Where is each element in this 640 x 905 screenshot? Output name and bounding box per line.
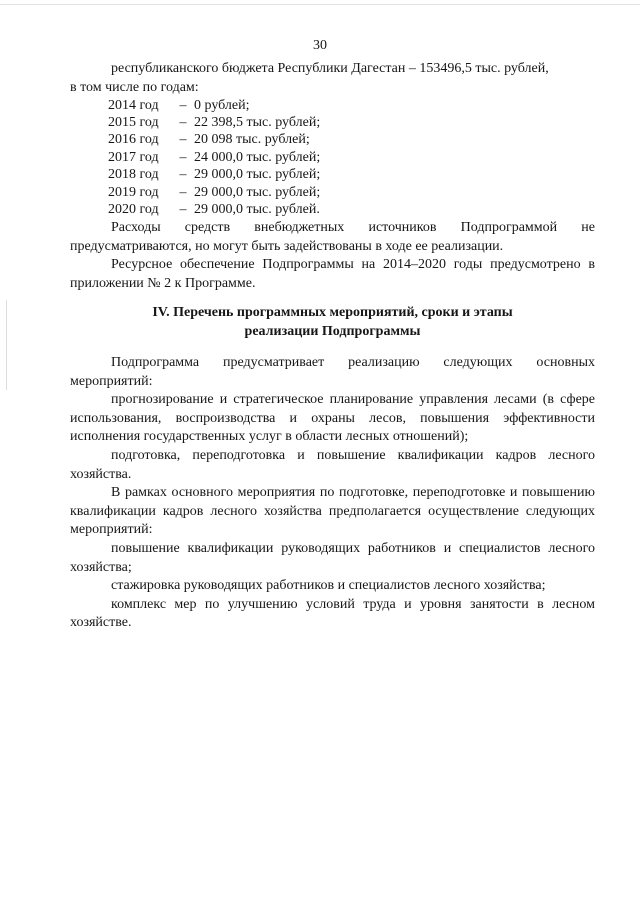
dash: – xyxy=(179,201,187,217)
year-label: 2017 год xyxy=(108,149,159,165)
extra-budget-paragraph: Расходы средств внебюджетных источников Подпрограммой не предусматриваются, но могут быть задействованы в ходе ее реализации. xyxy=(70,219,595,254)
year-amount: 29 000,0 тыс. рублей; xyxy=(194,184,321,200)
by-years-label: в том числе по годам: xyxy=(70,79,199,95)
year-row xyxy=(70,184,595,201)
year-row xyxy=(70,97,595,114)
activity-qualification: повышение квалификации руководящих работников и специалистов лесного хозяйства; xyxy=(70,540,595,575)
years-list xyxy=(70,97,595,219)
year-row xyxy=(70,132,595,149)
resource-support-paragraph: Ресурсное обеспечение Подпрограммы на 2014–2020 годы предусмотрено в приложении № 2 к Программе. xyxy=(70,257,595,291)
year-label: 2020 год xyxy=(108,201,159,217)
section-heading-line2: реализации Подпрограммы xyxy=(244,324,421,339)
section-heading-line1: IV. Перечень программных мероприятий, сроки и этапы xyxy=(152,305,513,320)
main-measures-intro: Подпрограмма предусматривает реализацию следующих основных мероприятий: xyxy=(70,355,595,389)
activity-internship: стажировка руководящих работников и специалистов лесного хозяйства; xyxy=(111,578,546,594)
scan-edge-top xyxy=(0,4,640,5)
year-amount: 20 098 тыс. рублей; xyxy=(194,132,310,148)
year-amount: 29 000,0 тыс. рублей. xyxy=(194,201,320,217)
year-row xyxy=(70,115,595,132)
section-heading xyxy=(70,303,595,341)
dash: – xyxy=(179,167,187,183)
dash: – xyxy=(179,149,187,165)
activity-working-conditions: комплекс мер по улучшению условий труда и уровня занятости в лесном хозяйстве. xyxy=(70,596,595,631)
funding-block xyxy=(70,60,595,293)
year-label: 2018 год xyxy=(108,167,159,183)
dash: – xyxy=(179,114,187,130)
scan-edge-left xyxy=(6,300,7,390)
page-number: 30 xyxy=(313,38,327,53)
year-row xyxy=(70,167,595,184)
training-intro: В рамках основного мероприятия по подготовке, переподготовке и повышению квалификации кадров лесного хозяйства предполагается осуществление следующих мероприятий: xyxy=(70,485,595,538)
measure-training: подготовка, переподготовка и повышение квалификации кадров лесного хозяйства. xyxy=(70,447,595,482)
measures-block xyxy=(70,354,595,633)
year-label: 2015 год xyxy=(108,114,159,130)
year-amount: 29 000,0 тыс. рублей; xyxy=(194,167,321,183)
year-amount: 22 398,5 тыс. рублей; xyxy=(194,114,321,130)
year-label: 2016 год xyxy=(108,132,159,148)
year-row xyxy=(70,149,595,166)
budget-intro: республиканского бюджета Республики Дагестан – 153496,5 тыс. рублей, xyxy=(111,61,549,76)
year-amount: 24 000,0 тыс. рублей; xyxy=(194,149,321,165)
measure-forecasting: прогнозирование и стратегическое планирование управления лесами (в сфере использования, воспроизводства и охраны лесов, повышения эффективности исполнения государственных услуг в области лесных отношений); xyxy=(70,392,595,445)
dash: – xyxy=(179,97,187,113)
year-label: 2014 год xyxy=(108,97,159,113)
year-label: 2019 год xyxy=(108,184,159,200)
dash: – xyxy=(179,132,187,148)
year-amount: 0 рублей; xyxy=(194,97,250,113)
dash: – xyxy=(179,184,187,200)
year-row xyxy=(70,202,595,219)
